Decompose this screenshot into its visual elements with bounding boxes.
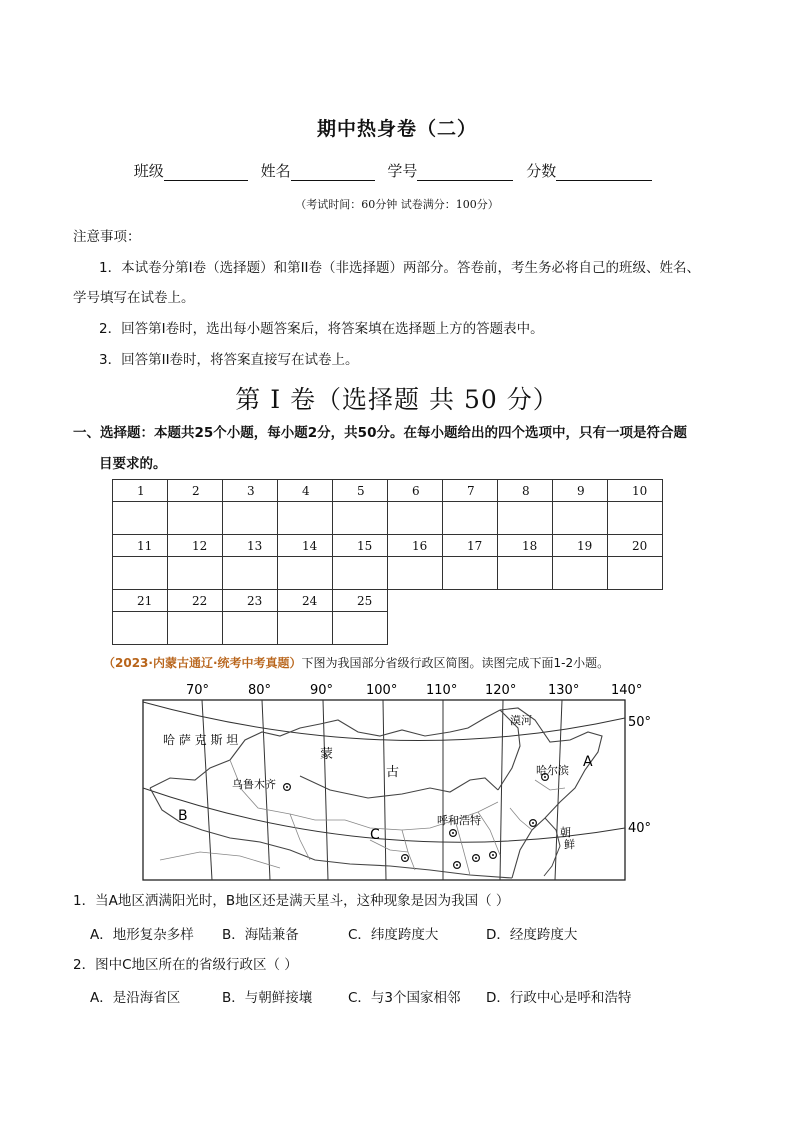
longitude-label: 120° xyxy=(485,683,517,698)
page-title: 期中热身卷（二） xyxy=(316,118,477,140)
answer-cell[interactable] xyxy=(278,502,333,535)
answer-cell[interactable] xyxy=(333,612,388,645)
answer-blank-row-1 xyxy=(113,502,663,535)
answer-cell[interactable] xyxy=(388,502,443,535)
question-2-stem: 2．图中C地区所在的省级行政区（ ） xyxy=(73,957,298,973)
question-number: 5 xyxy=(333,480,388,502)
table-empty-space xyxy=(388,590,663,612)
question-number: 14 xyxy=(278,535,333,557)
question-number: 11 xyxy=(113,535,168,557)
score-blank[interactable] xyxy=(556,164,652,181)
answer-cell[interactable] xyxy=(168,612,223,645)
question-number: 25 xyxy=(333,590,388,612)
question-number: 18 xyxy=(498,535,553,557)
question-number: 6 xyxy=(388,480,443,502)
answer-cell[interactable] xyxy=(278,612,333,645)
question-number: 22 xyxy=(168,590,223,612)
class-blank[interactable] xyxy=(164,164,248,181)
question-2-option-d[interactable]: D．行政中心是呼和浩特 xyxy=(486,990,632,1006)
answer-cell[interactable] xyxy=(443,557,498,590)
question-2-option-b[interactable]: B．与朝鲜接壤 xyxy=(222,990,313,1006)
longitude-label: 90° xyxy=(310,683,334,698)
question-1-option-b[interactable]: B．海陆兼备 xyxy=(222,927,299,943)
notice-item-3: 3．回答第II卷时，将答案直接写在试卷上。 xyxy=(99,352,359,368)
answer-cell[interactable] xyxy=(608,557,663,590)
point-c-label: C xyxy=(370,827,380,843)
answer-table xyxy=(112,479,663,645)
answer-cell[interactable] xyxy=(168,502,223,535)
question-number: 21 xyxy=(113,590,168,612)
longitude-label: 140° xyxy=(611,683,643,698)
answer-number-row-1 xyxy=(113,480,663,502)
question-1-option-a[interactable]: A．地形复杂多样 xyxy=(90,927,194,943)
question-number: 16 xyxy=(388,535,443,557)
name-label: 姓名 xyxy=(260,162,291,180)
answer-cell[interactable] xyxy=(498,557,553,590)
exam-time: （考试时间：60分钟 试卷满分：100分） xyxy=(295,198,499,211)
answer-blank-row-2 xyxy=(113,557,663,590)
answer-cell[interactable] xyxy=(553,502,608,535)
province-map xyxy=(140,680,660,882)
longitude-label: 110° xyxy=(426,683,458,698)
point-b-label: B xyxy=(178,808,188,824)
answer-cell[interactable] xyxy=(223,612,278,645)
answer-cell[interactable] xyxy=(113,612,168,645)
material-source: （2023·内蒙古通辽·统考中考真题） xyxy=(103,656,302,670)
question-number: 7 xyxy=(443,480,498,502)
name-blank[interactable] xyxy=(291,164,375,181)
answer-cell[interactable] xyxy=(278,557,333,590)
korea-label: 朝 xyxy=(560,826,571,839)
id-blank[interactable] xyxy=(417,164,513,181)
section-title: 第 I 卷（选择题 共 50 分） xyxy=(235,385,559,414)
hohhot-label: 呼和浩特 xyxy=(437,814,481,827)
longitude-label: 70° xyxy=(186,683,210,698)
question-1-option-d[interactable]: D．经度跨度大 xyxy=(486,927,578,943)
harbin-label: 哈尔滨 xyxy=(536,764,569,777)
longitude-label: 100° xyxy=(366,683,398,698)
answer-cell[interactable] xyxy=(113,502,168,535)
question-number: 10 xyxy=(608,480,663,502)
answer-cell[interactable] xyxy=(608,502,663,535)
question-number: 1 xyxy=(113,480,168,502)
question-number: 24 xyxy=(278,590,333,612)
mohe-label: 漠河 xyxy=(510,714,532,727)
answer-cell[interactable] xyxy=(498,502,553,535)
section-instruction-line-1: 一、选择题：本题共25个小题，每小题2分，共50分。在每小题给出的四个选项中，只有一项是符合题 xyxy=(73,425,687,441)
question-number: 9 xyxy=(553,480,608,502)
answer-blank-row-3 xyxy=(113,612,663,645)
question-number: 17 xyxy=(443,535,498,557)
urumqi-label: 乌鲁木齐 xyxy=(232,778,276,791)
mongolia-label: 蒙 xyxy=(320,747,334,762)
question-number: 15 xyxy=(333,535,388,557)
id-label: 学号 xyxy=(387,162,418,180)
kazakhstan-label: 哈 萨 克 斯 坦 xyxy=(163,733,239,747)
question-number: 2 xyxy=(168,480,223,502)
question-number: 20 xyxy=(608,535,663,557)
latitude-label: 50° xyxy=(628,715,652,730)
answer-number-row-3 xyxy=(113,590,663,612)
korea-label: 鲜 xyxy=(564,838,575,851)
notice-item-1-line-1: 1．本试卷分第I卷（选择题）和第II卷（非选择题）两部分。答卷前，考生务必将自己的班级、姓名、 xyxy=(99,260,701,276)
question-number: 12 xyxy=(168,535,223,557)
question-2-option-c[interactable]: C．与3个国家相邻 xyxy=(348,990,461,1006)
answer-cell[interactable] xyxy=(223,557,278,590)
answer-cell[interactable] xyxy=(388,557,443,590)
answer-cell[interactable] xyxy=(223,502,278,535)
answer-cell[interactable] xyxy=(113,557,168,590)
question-number: 4 xyxy=(278,480,333,502)
answer-cell[interactable] xyxy=(553,557,608,590)
section-instruction-line-2: 目要求的。 xyxy=(99,456,167,472)
point-a-label: A xyxy=(583,754,593,770)
answer-cell[interactable] xyxy=(443,502,498,535)
question-number: 19 xyxy=(553,535,608,557)
longitude-label: 130° xyxy=(548,683,580,698)
answer-cell[interactable] xyxy=(333,502,388,535)
question-number: 23 xyxy=(223,590,278,612)
mongolia-label: 古 xyxy=(386,765,400,780)
question-1-option-c[interactable]: C．纬度跨度大 xyxy=(348,927,439,943)
question-2-option-a[interactable]: A．是沿海省区 xyxy=(90,990,181,1006)
question-number: 8 xyxy=(498,480,553,502)
question-number: 3 xyxy=(223,480,278,502)
notice-item-2: 2．回答第I卷时，选出每小题答案后，将答案填在选择题上方的答题表中。 xyxy=(99,321,544,337)
longitude-label: 80° xyxy=(248,683,272,698)
class-label: 班级 xyxy=(133,162,164,180)
student-info-line xyxy=(0,160,794,181)
answer-cell[interactable] xyxy=(168,557,223,590)
question-number: 13 xyxy=(223,535,278,557)
notice-item-1-line-2: 学号填写在试卷上。 xyxy=(73,290,195,306)
material-intro xyxy=(103,654,609,671)
answer-cell[interactable] xyxy=(333,557,388,590)
answer-number-row-2 xyxy=(113,535,663,557)
question-1-stem: 1．当A地区洒满阳光时，B地区还是满天星斗，这种现象是因为我国（ ） xyxy=(73,893,510,909)
notice-heading: 注意事项： xyxy=(73,229,141,245)
score-label: 分数 xyxy=(526,162,557,180)
latitude-label: 40° xyxy=(628,821,652,836)
material-text: 下图为我国部分省级行政区简图。读图完成下面1-2小题。 xyxy=(301,656,610,670)
table-empty-space xyxy=(388,612,663,645)
